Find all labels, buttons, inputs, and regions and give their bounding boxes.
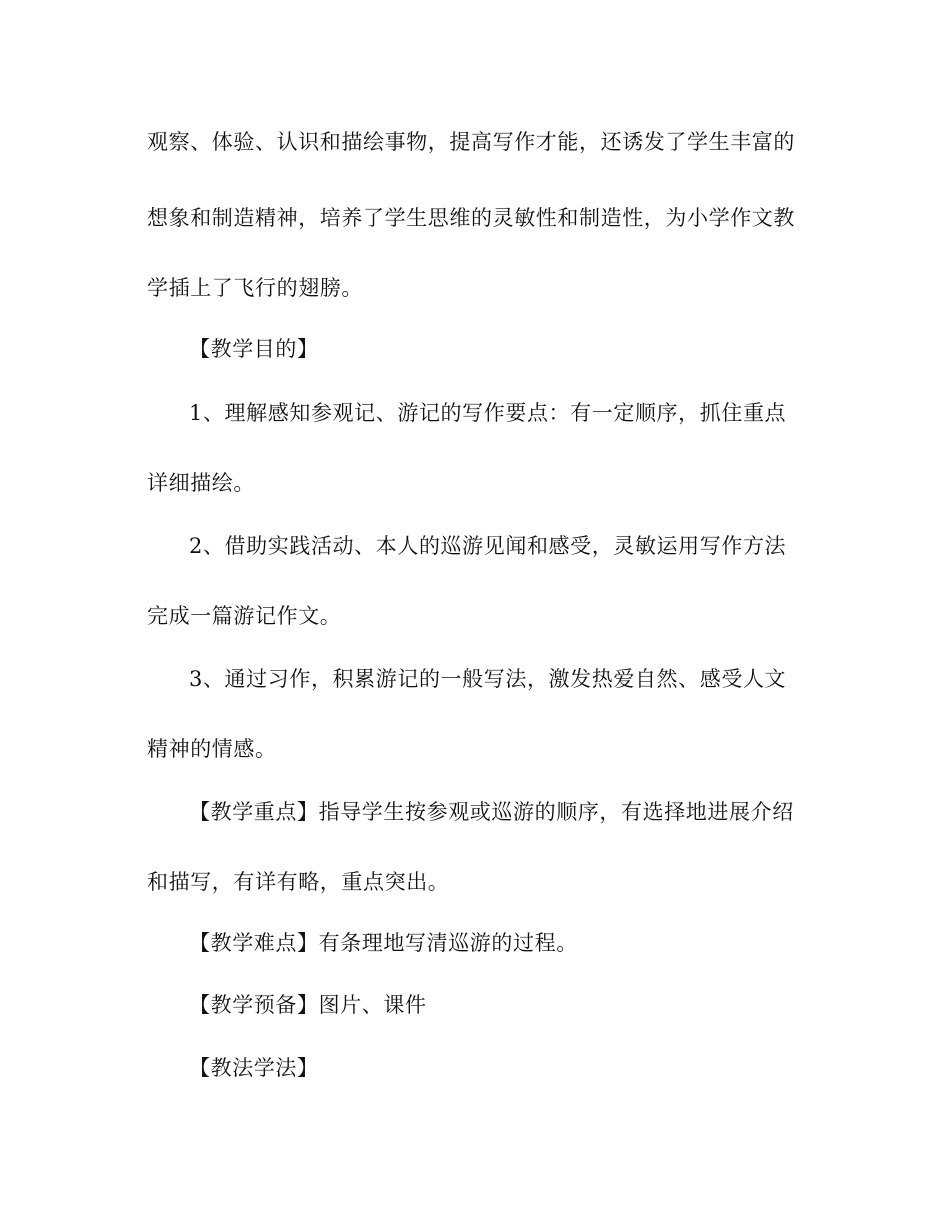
section-preparation: 【教学预备】图片、课件 [189,993,427,1017]
section-heading-objectives: 【教学目的】 [189,337,319,361]
paragraph-line: 完成一篇游记作文。 [147,604,342,628]
paragraph-line: 学插上了飞行的翅膀。 [147,276,363,300]
section-difficulties: 【教学难点】有条理地写清巡游的过程。 [189,931,578,955]
section-key-points: 【教学重点】指导学生按参观或巡游的顺序，有选择地进展介绍 [189,800,794,824]
paragraph-line: 精神的情感。 [147,737,277,761]
section-heading-methods: 【教法学法】 [189,1056,319,1080]
paragraph-line: 观察、体验、认识和描绘事物，提高写作才能，还诱发了学生丰富的 [147,130,795,154]
list-item: 2、借助实践活动、本人的巡游见闻和感受，灵敏运用写作方法 [189,534,787,558]
paragraph-line: 详细描绘。 [147,471,255,495]
paragraph-line: 和描写，有详有略，重点突出。 [147,870,450,894]
list-item: 3、通过习作，积累游记的一般写法，激发热爱自然、感受人文 [189,667,787,691]
paragraph-line: 想象和制造精神，培养了学生思维的灵敏性和制造性，为小学作文教 [147,206,795,230]
list-item: 1、理解感知参观记、游记的写作要点：有一定顺序，抓住重点 [189,401,787,425]
